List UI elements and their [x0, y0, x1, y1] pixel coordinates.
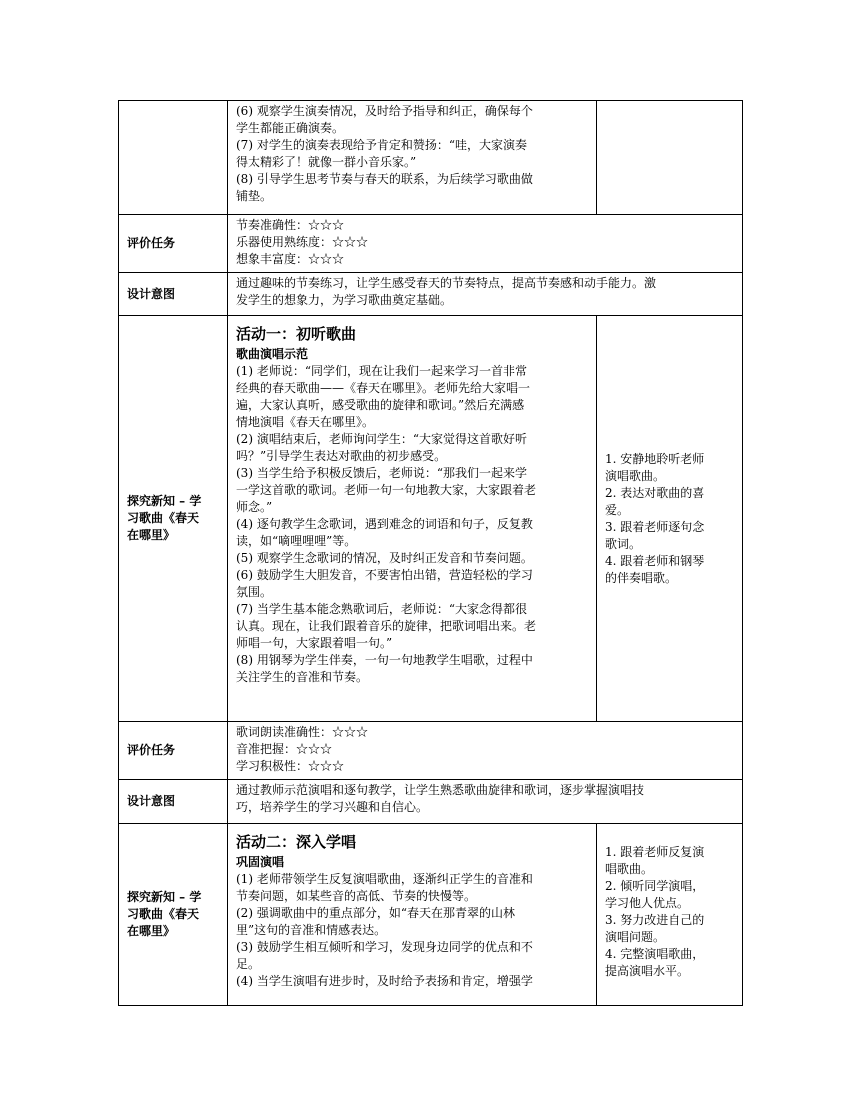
table-row-explore: [119, 316, 743, 722]
text-line: (3) 当学生给予积极反馈后，老师说：“那我们一起来学: [236, 466, 527, 480]
student-cell-empty: [597, 101, 743, 215]
student-line: 唱歌曲。: [605, 862, 654, 876]
text-line: (7) 当学生基本能念熟歌词后，老师说：“大家念得都很: [236, 602, 527, 616]
text-line: 读，如“嘀哩哩哩”等。: [236, 534, 357, 548]
lesson-plan-page: [118, 100, 742, 1006]
activity-cell: [228, 824, 597, 1006]
text-line: (7) 对学生的演奏表现给予肯定和赞扬：“哇，大家演奏: [236, 138, 527, 152]
design-cell: [228, 780, 743, 824]
activity-cell: [228, 316, 597, 722]
text-line: 发学生的想象力，为学习歌曲奠定基础。: [236, 293, 453, 307]
text-line: (8) 引导学生思考节奏与春天的联系，为后续学习歌曲做: [236, 172, 533, 186]
student-line: 4. 跟着老师和钢琴: [605, 553, 705, 568]
label-line: 在哪里》: [127, 528, 176, 542]
table-row-evaluation: [119, 722, 743, 780]
text-line: (2) 演唱结束后，老师询问学生：“大家觉得这首歌好听: [236, 432, 527, 446]
evaluation-item: 节奏准确性：☆☆☆: [236, 218, 345, 232]
label-line: 探究新知 – 学: [127, 890, 202, 904]
text-line: 情地演唱《春天在哪里》。: [236, 415, 375, 429]
row-label: 评价任务: [119, 215, 228, 273]
text-line: 通过教师示范演唱和逐句教学，让学生熟悉歌曲旋律和歌词，逐步掌握演唱技: [236, 783, 645, 797]
text-line: 师念。”: [236, 500, 273, 514]
text-line: (6) 鼓励学生大胆发音，不要害怕出错，营造轻松的学习: [236, 568, 533, 582]
table-row-explore: [119, 824, 743, 1006]
table-row-design: [119, 273, 743, 316]
text-line: (3) 鼓励学生相互倾听和学习，发现身边同学的优点和不: [236, 940, 533, 954]
student-line: 2. 倾听同学演唱，: [605, 879, 705, 893]
label-line: 探究新知 – 学: [127, 494, 202, 508]
text-line: (4) 当学生演唱有进步时，及时给予表扬和肯定，增强学: [236, 974, 533, 988]
text-line: (8) 用钢琴为学生伴奏，一句一句地教学生唱歌，过程中: [236, 653, 533, 667]
table-row-continuation: [119, 101, 743, 215]
text-line: 吗？”引导学生表达对歌曲的初步感受。: [236, 449, 447, 463]
student-activity-cell: [597, 824, 743, 1006]
activity-title: 活动一：初听歌曲: [236, 325, 357, 343]
text-line: 节奏问题，如某些音的高低、节奏的快慢等。: [236, 889, 477, 903]
row-label: 评价任务: [119, 722, 228, 780]
student-line: 2. 表达对歌曲的喜: [605, 485, 705, 500]
activity-title: 活动二：深入学唱: [236, 833, 357, 851]
text-line: 氛围。: [236, 585, 273, 599]
student-line: 3. 跟着老师逐句念: [605, 519, 705, 534]
label-line: 习歌曲《春天: [127, 907, 200, 921]
text-line: 足。: [236, 957, 261, 971]
evaluation-item: 想象丰富度：☆☆☆: [236, 252, 345, 266]
row-label: [119, 824, 228, 1006]
student-line: 3. 努力改进自己的: [605, 913, 705, 927]
text-line: (1) 老师说：“同学们，现在让我们一起来学习一首非常: [236, 364, 527, 378]
evaluation-item: 歌词朗读准确性：☆☆☆: [236, 725, 369, 739]
text-line: (6) 观察学生演奏情况，及时给予指导和纠正，确保每个: [236, 104, 533, 118]
student-line: 爱。: [605, 502, 630, 517]
text-line: 得太精彩了！就像一群小音乐家。”: [236, 155, 417, 169]
evaluation-cell: [228, 215, 743, 273]
student-activity-cell: [597, 316, 743, 722]
label-line: 在哪里》: [127, 924, 176, 938]
evaluation-item: 音准把握：☆☆☆: [236, 742, 333, 756]
text-line: (5) 观察学生念歌词的情况，及时纠正发音和节奏问题。: [236, 551, 533, 565]
text-line: 通过趣味的节奏练习，让学生感受春天的节奏特点，提高节奏感和动手能力。激: [236, 276, 657, 290]
text-line: 遍，大家认真听，感受歌曲的旋律和歌词。”然后充满感: [236, 398, 525, 412]
student-line: 提高演唱水平。: [605, 964, 690, 978]
student-line: 演唱问题。: [605, 930, 666, 944]
student-line: 演唱歌曲。: [605, 468, 666, 483]
text-line: 认真。现在，让我们跟着音乐的旋律，把歌词唱出来。老: [236, 619, 537, 633]
text-line: 巧，培养学生的学习兴趣和自信心。: [236, 800, 429, 814]
student-line: 4. 完整演唱歌曲，: [605, 947, 705, 961]
row-label: 设计意图: [119, 273, 228, 316]
row-label: [119, 316, 228, 722]
activity-subtitle: 歌曲演唱示范: [236, 347, 309, 361]
student-line: 学习他人优点。: [605, 896, 690, 910]
table-row-evaluation: [119, 215, 743, 273]
lesson-plan-table: [118, 100, 743, 1006]
design-cell: [228, 273, 743, 316]
content-cell: [228, 101, 597, 215]
text-line: 里”这句的音准和情感表达。: [236, 923, 387, 937]
text-line: (1) 老师带领学生反复演唱歌曲，逐渐纠正学生的音准和: [236, 872, 533, 886]
text-line: 师唱一句，大家跟着唱一句。”: [236, 636, 393, 650]
evaluation-item: 学习积极性：☆☆☆: [236, 759, 345, 773]
table-row-design: [119, 780, 743, 824]
text-line: 关注学生的音准和节奏。: [236, 670, 369, 684]
label-cell-empty: [119, 101, 228, 215]
label-line: 习歌曲《春天: [127, 511, 200, 525]
text-line: 一学这首歌的歌词。老师一句一句地教大家，大家跟着老: [236, 483, 537, 497]
text-line: (4) 逐句教学生念歌词，遇到难念的词语和句子，反复教: [236, 517, 533, 531]
evaluation-cell: [228, 722, 743, 780]
student-line: 1. 安静地聆听老师: [605, 451, 705, 466]
evaluation-item: 乐器使用熟练度：☆☆☆: [236, 235, 369, 249]
text-line: 学生都能正确演奏。: [236, 121, 345, 135]
student-line: 的伴奏唱歌。: [605, 570, 678, 585]
student-line: 1. 跟着老师反复演: [605, 845, 705, 859]
student-line: 歌词。: [605, 536, 642, 551]
text-line: (2) 强调歌曲中的重点部分，如“春天在那青翠的山林: [236, 906, 515, 920]
activity-subtitle: 巩固演唱: [236, 855, 285, 869]
text-line: 铺垫。: [236, 189, 273, 203]
row-label: 设计意图: [119, 780, 228, 824]
text-line: 经典的春天歌曲——《春天在哪里》。老师先给大家唱一: [236, 381, 531, 395]
